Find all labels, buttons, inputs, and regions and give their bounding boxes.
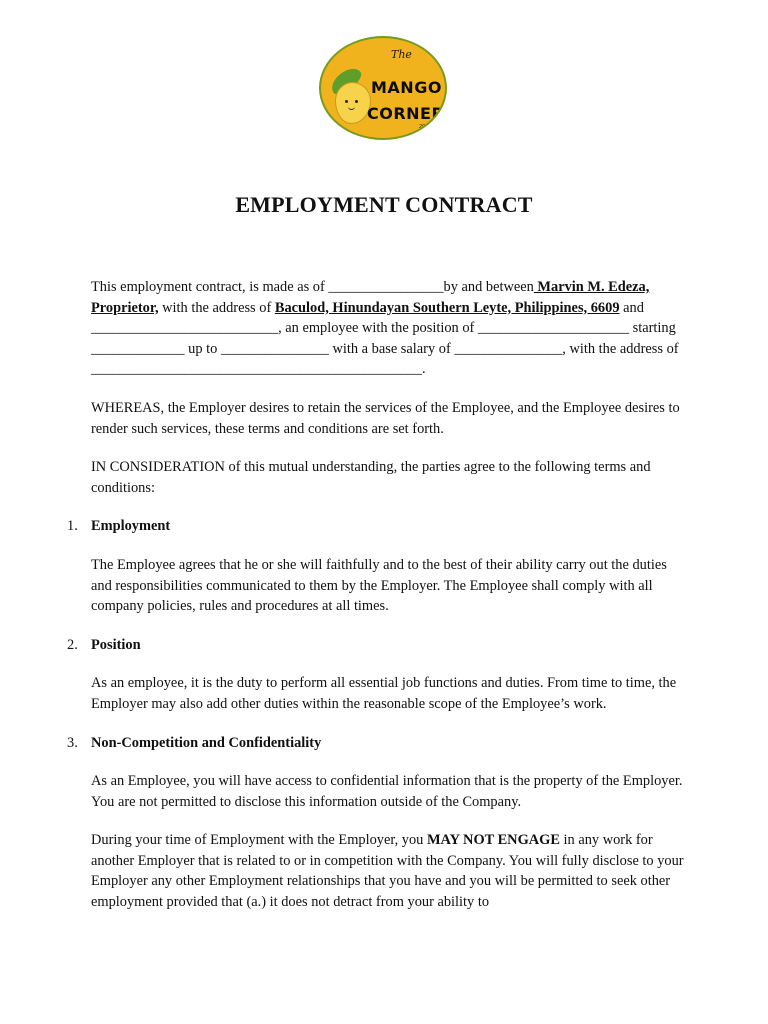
start-date-blank: _____________ bbox=[91, 340, 185, 357]
intro-text: with a base salary of bbox=[328, 340, 455, 357]
intro-paragraph bbox=[91, 277, 686, 380]
document-body bbox=[67, 277, 686, 931]
section-title: Employment bbox=[91, 518, 171, 535]
salary-blank: _______________ bbox=[454, 340, 563, 357]
document-title: EMPLOYMENT CONTRACT bbox=[235, 192, 533, 217]
section-body: The Employee agrees that he or she will faithfully and to the best of their ability carry out the duties and responsibilities communicated to them by the Employer. The Employee shall comply with all company policies, rules and procedures at all times. bbox=[91, 556, 667, 615]
mango-eye-icon bbox=[355, 100, 358, 103]
employer-address: Baculod, Hinundayan Southern Leyte, Philippines, 6609 bbox=[274, 299, 620, 316]
intro-text: up to bbox=[184, 340, 221, 357]
intro-text: starting bbox=[629, 320, 676, 337]
intro-text: by and between bbox=[443, 279, 534, 295]
employer-name: Marvin M. Edeza, Proprietor, bbox=[91, 279, 650, 316]
consideration-paragraph: IN CONSIDERATION of this mutual understanding, the parties agree to the following terms and conditions: bbox=[91, 459, 651, 496]
section-title: Non-Competition and Confidentiality bbox=[91, 734, 322, 751]
position-blank: _____________________ bbox=[477, 320, 630, 337]
section-number: 2. bbox=[67, 636, 78, 653]
intro-text: This employment contract, is made as of bbox=[91, 279, 329, 295]
section-body: As an employee, it is the duty to perform all essential job functions and duties. From time to time, the Employer may also add other duties within the reasonable scope of the Employee’s work. bbox=[91, 675, 677, 712]
mango-eye-icon bbox=[345, 100, 348, 103]
section-heading bbox=[67, 635, 686, 656]
section-title: Position bbox=[91, 636, 141, 653]
section-number: 1. bbox=[67, 518, 78, 535]
section-body-text: During your time of Employment with the Employer, you bbox=[91, 832, 427, 849]
company-logo bbox=[319, 36, 447, 140]
intro-text: with the address of bbox=[158, 299, 275, 316]
mango-icon bbox=[335, 82, 371, 124]
intro-text: . bbox=[421, 361, 426, 378]
end-date-blank: _______________ bbox=[220, 340, 329, 357]
employee-address-blank: ______________________________________________ bbox=[91, 361, 422, 378]
section-heading bbox=[67, 516, 686, 537]
emphasis-text: MAY NOT ENGAGE bbox=[426, 832, 560, 849]
date-blank: ________________ bbox=[328, 279, 444, 295]
section-heading bbox=[67, 733, 686, 754]
intro-text: , an employee with the position of bbox=[278, 320, 478, 337]
employee-name-blank: __________________________ bbox=[91, 320, 279, 337]
section-body: As an Employee, you will have access to confidential information that is the property of the Employer. You are not permitted to disclose this information outside of the Company. bbox=[91, 773, 683, 810]
intro-text: and bbox=[619, 299, 644, 316]
section-body-text: in any work for another Employer that is related to or in competition with the Company. You will fully disclose to your Employer any other Employment relationships that you have and you will be permitted to seek other employment provided that (a.) it does not detract from your ability to bbox=[91, 832, 684, 911]
logo-the-text: The bbox=[391, 48, 412, 61]
intro-text: , with the address of bbox=[562, 340, 679, 357]
logo-line-1: MANGO bbox=[371, 78, 442, 97]
section-number: 3. bbox=[67, 734, 78, 751]
logo-year: 2025 bbox=[419, 124, 432, 130]
section-body bbox=[91, 830, 686, 912]
whereas-paragraph: WHEREAS, the Employer desires to retain the services of the Employee, and the Employee desires to render such services, these terms and conditions are set forth. bbox=[91, 399, 680, 437]
logo-line-2: CORNER bbox=[367, 104, 445, 123]
